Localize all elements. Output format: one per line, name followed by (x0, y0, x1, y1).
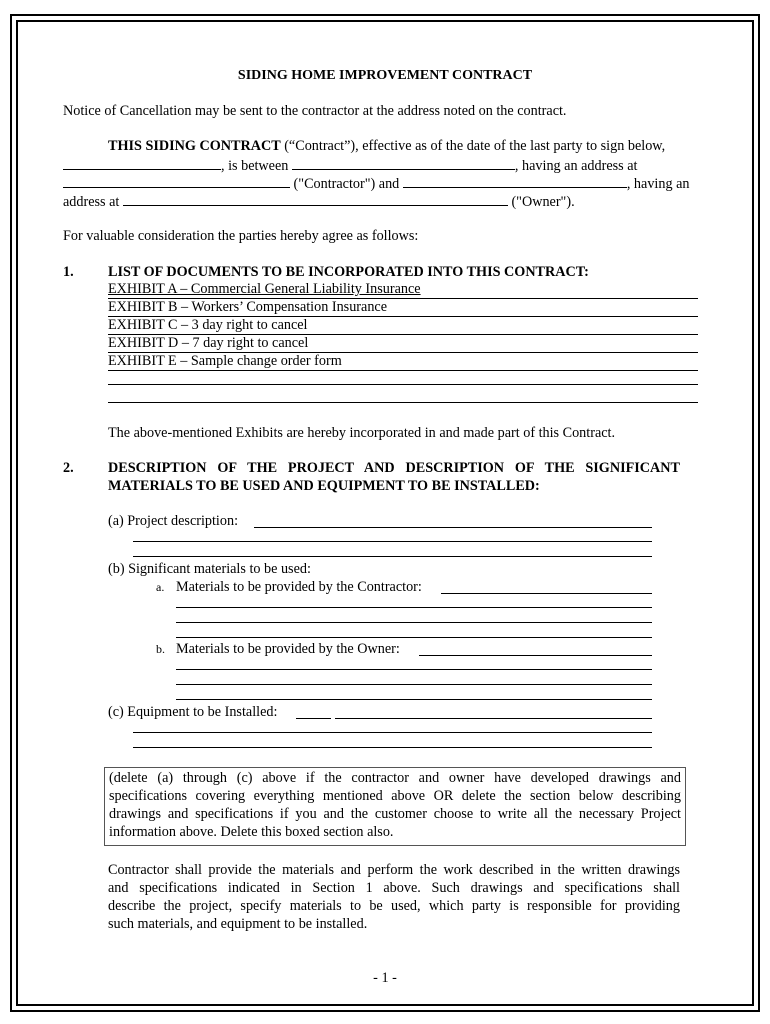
contractor-materials-blank[interactable] (176, 622, 652, 623)
intro-line1-rest: (“Contract”), effective as of the date of the last party to sign below, (280, 138, 666, 154)
exhibit-blank-line[interactable] (108, 384, 698, 385)
instruction-line: information above. Delete this boxed section also. (109, 824, 394, 840)
cancellation-notice: Notice of Cancellation may be sent to the contractor at the address noted on the contract. (63, 103, 567, 119)
section2-number: 2. (63, 460, 74, 476)
contractor-materials-label: Materials to be provided by the Contractor: (176, 579, 422, 595)
page-number: - 1 - (373, 970, 397, 986)
intro-line-1 (108, 138, 665, 155)
owner-materials-blank[interactable] (419, 655, 652, 656)
exhibit-d: EXHIBIT D – 7 day right to cancel (108, 335, 698, 353)
exhibit-a: EXHIBIT A – Commercial General Liability Insurance (108, 281, 698, 299)
exhibit-c: EXHIBIT C – 3 day right to cancel (108, 317, 698, 335)
materials-label: (b) Significant materials to be used: (108, 561, 311, 577)
intro-line-4 (63, 192, 575, 211)
project-description-blank[interactable] (254, 527, 652, 528)
consideration-text: For valuable consideration the parties hereby agree as follows: (63, 228, 419, 244)
work-description-line: and specifications indicated in Section 1 above. Such drawings and specifications shall (108, 880, 680, 896)
intro-line2-mid: , is between (221, 158, 289, 174)
instruction-line: drawings and specifications if you and the customer choose to write all the necessary Project (109, 806, 681, 822)
equipment-blank[interactable] (133, 747, 652, 748)
owner-name-blank[interactable] (403, 174, 627, 188)
owner-address-blank[interactable] (123, 192, 508, 206)
section1-heading: LIST OF DOCUMENTS TO BE INCORPORATED INTO THIS CONTRACT: (108, 264, 589, 280)
owner-materials-blank[interactable] (176, 699, 652, 700)
owner-materials-label: Materials to be provided by the Owner: (176, 641, 400, 657)
contractor-address-blank[interactable] (63, 174, 290, 188)
work-description-line: Contractor shall provide the materials and perform the work described in the written drawings (108, 862, 680, 878)
project-description-label: (a) Project description: (108, 513, 239, 529)
instruction-line: (delete (a) through (c) above if the contractor and owner have developed drawings and (109, 770, 681, 786)
intro-line3-end: , having an (626, 176, 690, 192)
contractor-materials-blank[interactable] (441, 593, 652, 594)
intro-line4-end: ("Owner"). (507, 194, 575, 210)
owner-materials-blank[interactable] (176, 669, 652, 670)
intro-line2-end: , having an address at (514, 158, 638, 174)
equipment-label: (c) Equipment to be Installed: (108, 704, 278, 720)
equipment-blank-short[interactable] (296, 718, 331, 719)
instruction-line: specifications covering everything mentioned above OR delete the section below describing (109, 788, 681, 804)
contractor-materials-blank[interactable] (176, 637, 652, 638)
project-description-blank[interactable] (133, 556, 652, 557)
work-description-line: describe the project, specify materials to be used, which party is responsible for providing (108, 898, 680, 914)
intro-bold: THIS SIDING CONTRACT (108, 138, 281, 154)
equipment-blank[interactable] (133, 732, 652, 733)
equipment-blank[interactable] (335, 718, 652, 719)
project-description-blank[interactable] (133, 541, 652, 542)
owner-materials-blank[interactable] (176, 684, 652, 685)
intro-line4-start: address at (63, 194, 120, 210)
contract-title: SIDING HOME IMPROVEMENT CONTRACT (237, 68, 533, 83)
intro-line3-mid: ("Contractor") and (290, 176, 400, 192)
contractor-name-blank[interactable] (292, 156, 515, 170)
section2-heading-line2: MATERIALS TO BE USED AND EQUIPMENT TO BE INSTALLED: (108, 478, 540, 494)
owner-materials-marker: b. (156, 642, 165, 656)
exhibits-incorporated: The above-mentioned Exhibits are hereby incorporated in and made part of this Contract. (108, 425, 616, 441)
contractor-materials-blank[interactable] (176, 607, 652, 608)
contractor-materials-marker: a. (156, 580, 165, 594)
effective-date-blank[interactable] (63, 156, 221, 170)
exhibit-b: EXHIBIT B – Workers’ Compensation Insurance (108, 299, 698, 317)
work-description-line: such materials, and equipment to be installed. (108, 916, 368, 932)
exhibit-blank-line[interactable] (108, 402, 698, 403)
exhibit-e: EXHIBIT E – Sample change order form (108, 353, 698, 371)
section2-heading-line1: DESCRIPTION OF THE PROJECT AND DESCRIPTION OF THE SIGNIFICANT (108, 460, 680, 476)
intro-line-3 (63, 174, 689, 193)
section1-number: 1. (63, 264, 74, 280)
intro-line-2 (63, 156, 637, 175)
